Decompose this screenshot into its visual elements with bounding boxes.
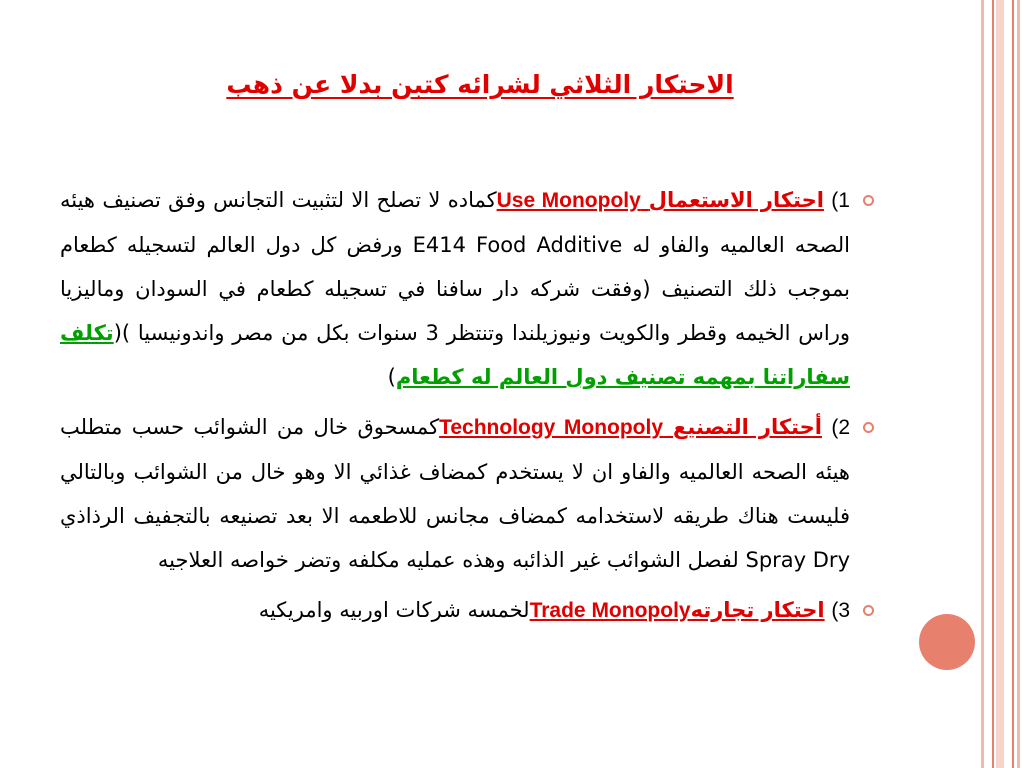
item-number: 1) — [831, 189, 850, 212]
bullet-icon — [863, 422, 874, 433]
item-text-end: ) — [387, 365, 396, 389]
label-arabic: احتكار الاستعمال — [648, 188, 824, 212]
list-item-1 — [60, 178, 850, 399]
list-item-2 — [60, 405, 850, 582]
item-text: كماده لا تصلح الا لتثبيت التجانس وفق تصنيف هيئه الصحه العالميه والفاو له E414 Food Additive ورفض كل دول العالم لتسجيله كطعام بموجب ذلك التصنيف (وفقت شركه دار سافنا في تسجيله كطعام في السودان وماليزيا وراس الخيمه وقطر والكويت ونيوزيلندا وتنتظر 3 سنوات بكل من مصر واندونيسيا )( — [60, 188, 850, 345]
item-label — [530, 598, 825, 622]
decorative-circle — [919, 614, 975, 670]
decorative-stripes — [976, 0, 1024, 768]
item-label — [439, 415, 822, 439]
bullet-icon — [863, 195, 874, 206]
slide-content — [60, 178, 850, 633]
label-english: Trade Monopoly — [529, 599, 691, 622]
slide-title: الاحتكار الثلاثي لشرائه كتبن بدلا عن ذهب — [226, 70, 734, 99]
label-arabic: أحتكار التصنيع — [673, 415, 822, 439]
label-english: Technology Monopoly — [439, 416, 664, 439]
label-english: Use Monopoly — [496, 189, 641, 212]
bullet-icon — [863, 605, 874, 616]
item-number: 3) — [831, 599, 850, 622]
item-text: لخمسه شركات اوربيه وامريكيه — [258, 598, 530, 622]
item-label — [497, 188, 824, 212]
item-number: 2) — [831, 416, 851, 439]
item-highlight: تكلف سفاراتنا بمهمه تصنيف دول العالم له كطعام — [60, 321, 850, 389]
label-arabic: احتكار تجارته — [690, 598, 825, 622]
item-text: كمسحوق خال من الشوائب حسب متطلب هيئه الصحه العالميه والفاو ان لا يستخدم كمضاف غذائي الا وهو خال من الشوائب وبالتالي فليست هناك طريقه لاستخدامه كمضاف مجانس للاطعمه الا بعد تصنيعه بالتجفيف الرذاذي Spray Dry لفصل الشوائب غير الذائبه وهذه عمليه مكلفه وتضر خواصه العلاجيه — [60, 415, 850, 572]
list-item-3 — [60, 588, 850, 633]
